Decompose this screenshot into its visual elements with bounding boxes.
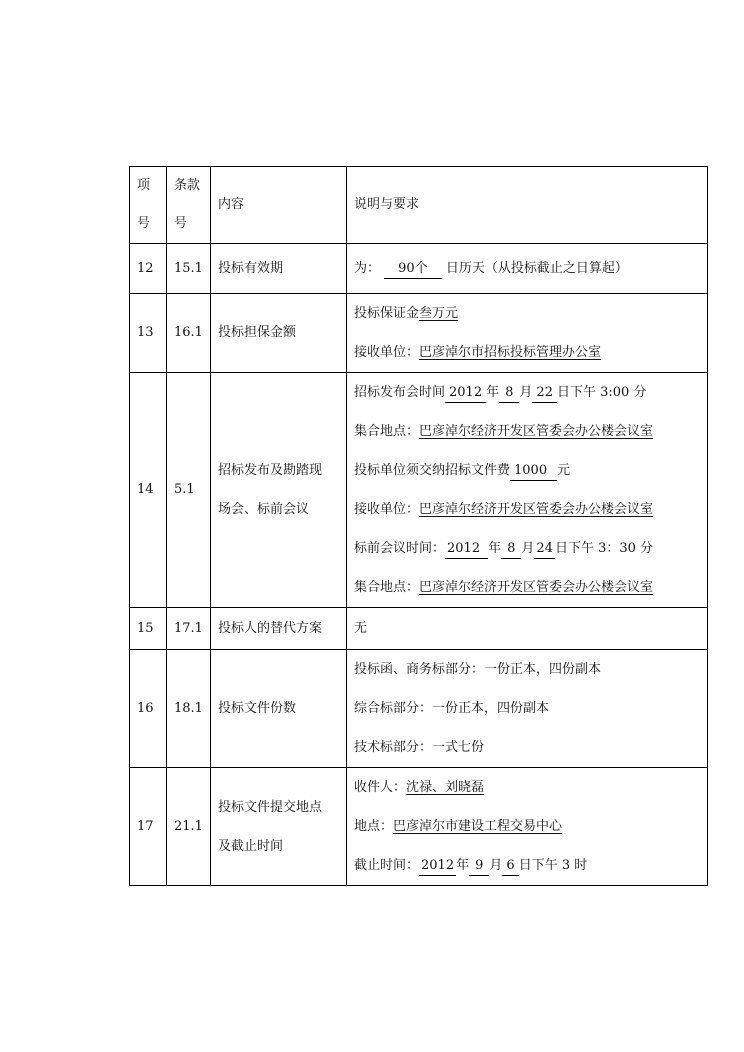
table-row xyxy=(130,608,708,650)
bond-amount: 叁万元 xyxy=(419,306,459,321)
text: 年 xyxy=(456,858,470,873)
text: 年 xyxy=(488,541,502,556)
meeting-place: 巴彦淖尔经济开发区管委会办公楼会议室 xyxy=(419,580,654,595)
day-value: 24 xyxy=(534,540,555,559)
requirement-line: 综合标部分：一份正本，四份副本 xyxy=(354,701,550,716)
item-content: 投标有效期 xyxy=(211,244,347,294)
header-requirements: 说明与要求 xyxy=(347,167,708,244)
header-clause-no xyxy=(167,167,211,244)
item-no: 15 xyxy=(130,608,167,650)
content-line: 投标文件提交地点 xyxy=(218,799,323,815)
item-no: 17 xyxy=(130,768,167,886)
content-line: 招标发布及勘踏现 xyxy=(218,463,323,478)
text: 日历天（从投标截止之日算起） xyxy=(445,260,628,276)
requirement-line: 投标函、商务标部分：一份正本，四份副本 xyxy=(354,662,602,677)
table-row xyxy=(130,650,708,768)
text: 地点： xyxy=(354,819,394,834)
clause-no: 16.1 xyxy=(167,294,211,373)
header-content: 内容 xyxy=(211,167,347,244)
item-content xyxy=(211,373,347,608)
item-requirement xyxy=(347,294,708,373)
clause-no: 5.1 xyxy=(167,373,211,608)
document-fee: 1000 xyxy=(510,462,557,481)
requirement-line xyxy=(354,568,700,607)
clause-no: 17.1 xyxy=(167,608,211,650)
text: 为： xyxy=(354,260,381,276)
text: 集合地点： xyxy=(354,580,420,595)
requirement-line xyxy=(354,333,700,372)
text: 元 xyxy=(557,463,571,478)
table-row xyxy=(130,768,708,886)
day-value: 22 xyxy=(532,384,557,403)
validity-days: 90个 xyxy=(384,260,442,279)
requirement-line xyxy=(354,294,700,333)
content-line: 及截止时间 xyxy=(218,838,284,854)
text: 日下午 3 时 xyxy=(518,858,588,873)
item-requirement xyxy=(347,244,708,294)
day-value: 6 xyxy=(502,857,518,876)
header-item-no-bottom: 号 xyxy=(137,216,151,231)
recipients: 沈禄、刘晓磊 xyxy=(406,780,485,795)
text: 招标发布会时间 xyxy=(354,385,446,400)
clause-no: 18.1 xyxy=(167,650,211,768)
table-row xyxy=(130,244,708,294)
meeting-place: 巴彦淖尔经济开发区管委会办公楼会议室 xyxy=(419,424,654,439)
requirement-line xyxy=(354,846,700,885)
clause-no: 15.1 xyxy=(167,244,211,294)
year-value: 2012 xyxy=(445,540,488,559)
item-no: 16 xyxy=(130,650,167,768)
table-row xyxy=(130,373,708,608)
year-value: 2012 xyxy=(445,384,486,403)
text: 月 xyxy=(519,385,533,400)
item-no: 13 xyxy=(130,294,167,373)
requirement-line xyxy=(354,412,700,451)
text: 截止时间： xyxy=(354,858,420,873)
item-content: 投标人的替代方案 xyxy=(211,608,347,650)
text: 日下午 3:00 分 xyxy=(556,385,647,400)
requirement-line xyxy=(354,768,700,807)
text: 投标保证金 xyxy=(354,306,420,321)
header-row xyxy=(130,167,708,244)
item-content: 投标担保金额 xyxy=(211,294,347,373)
bid-info-table xyxy=(129,166,708,886)
text: 年 xyxy=(486,385,500,400)
text: 接收单位： xyxy=(354,345,420,360)
header-clause-no-top: 条款 xyxy=(174,178,201,193)
header-item-no xyxy=(130,167,167,244)
item-no: 12 xyxy=(130,244,167,294)
header-clause-no-bottom: 号 xyxy=(174,216,188,231)
item-content: 投标文件份数 xyxy=(211,650,347,768)
item-requirement xyxy=(347,650,708,768)
item-requirement: 无 xyxy=(347,608,708,650)
submission-place: 巴彦淖尔市建设工程交易中心 xyxy=(393,819,563,834)
month-value: 9 xyxy=(469,857,489,876)
requirement-line xyxy=(354,529,700,568)
text: 投标单位须交纳招标文件费 xyxy=(354,463,511,478)
item-requirement xyxy=(347,768,708,886)
item-no: 14 xyxy=(130,373,167,608)
receiving-unit: 巴彦淖尔市招标投标管理办公室 xyxy=(419,345,602,360)
text: 收件人： xyxy=(354,780,407,795)
receiving-unit: 巴彦淖尔经济开发区管委会办公楼会议室 xyxy=(419,502,654,517)
text: 月 xyxy=(521,541,535,556)
text: 日下午 3：30 分 xyxy=(554,541,654,556)
requirement-line xyxy=(354,490,700,529)
text: 标前会议时间： xyxy=(354,541,446,556)
requirement-line: 技术标部分：一式七份 xyxy=(354,740,485,755)
month-value: 8 xyxy=(499,384,519,403)
text: 月 xyxy=(489,858,503,873)
requirement-line xyxy=(354,807,700,846)
table-row xyxy=(130,294,708,373)
item-content xyxy=(211,768,347,886)
year-value: 2012 xyxy=(419,857,456,876)
month-value: 8 xyxy=(501,540,521,559)
requirement-line xyxy=(354,451,700,490)
header-item-no-top: 项 xyxy=(137,178,151,193)
clause-no: 21.1 xyxy=(167,768,211,886)
requirement-line xyxy=(354,373,700,412)
text: 接收单位： xyxy=(354,502,420,517)
content-line: 场会、标前会议 xyxy=(218,502,310,517)
item-requirement xyxy=(347,373,708,608)
text: 集合地点： xyxy=(354,424,420,439)
